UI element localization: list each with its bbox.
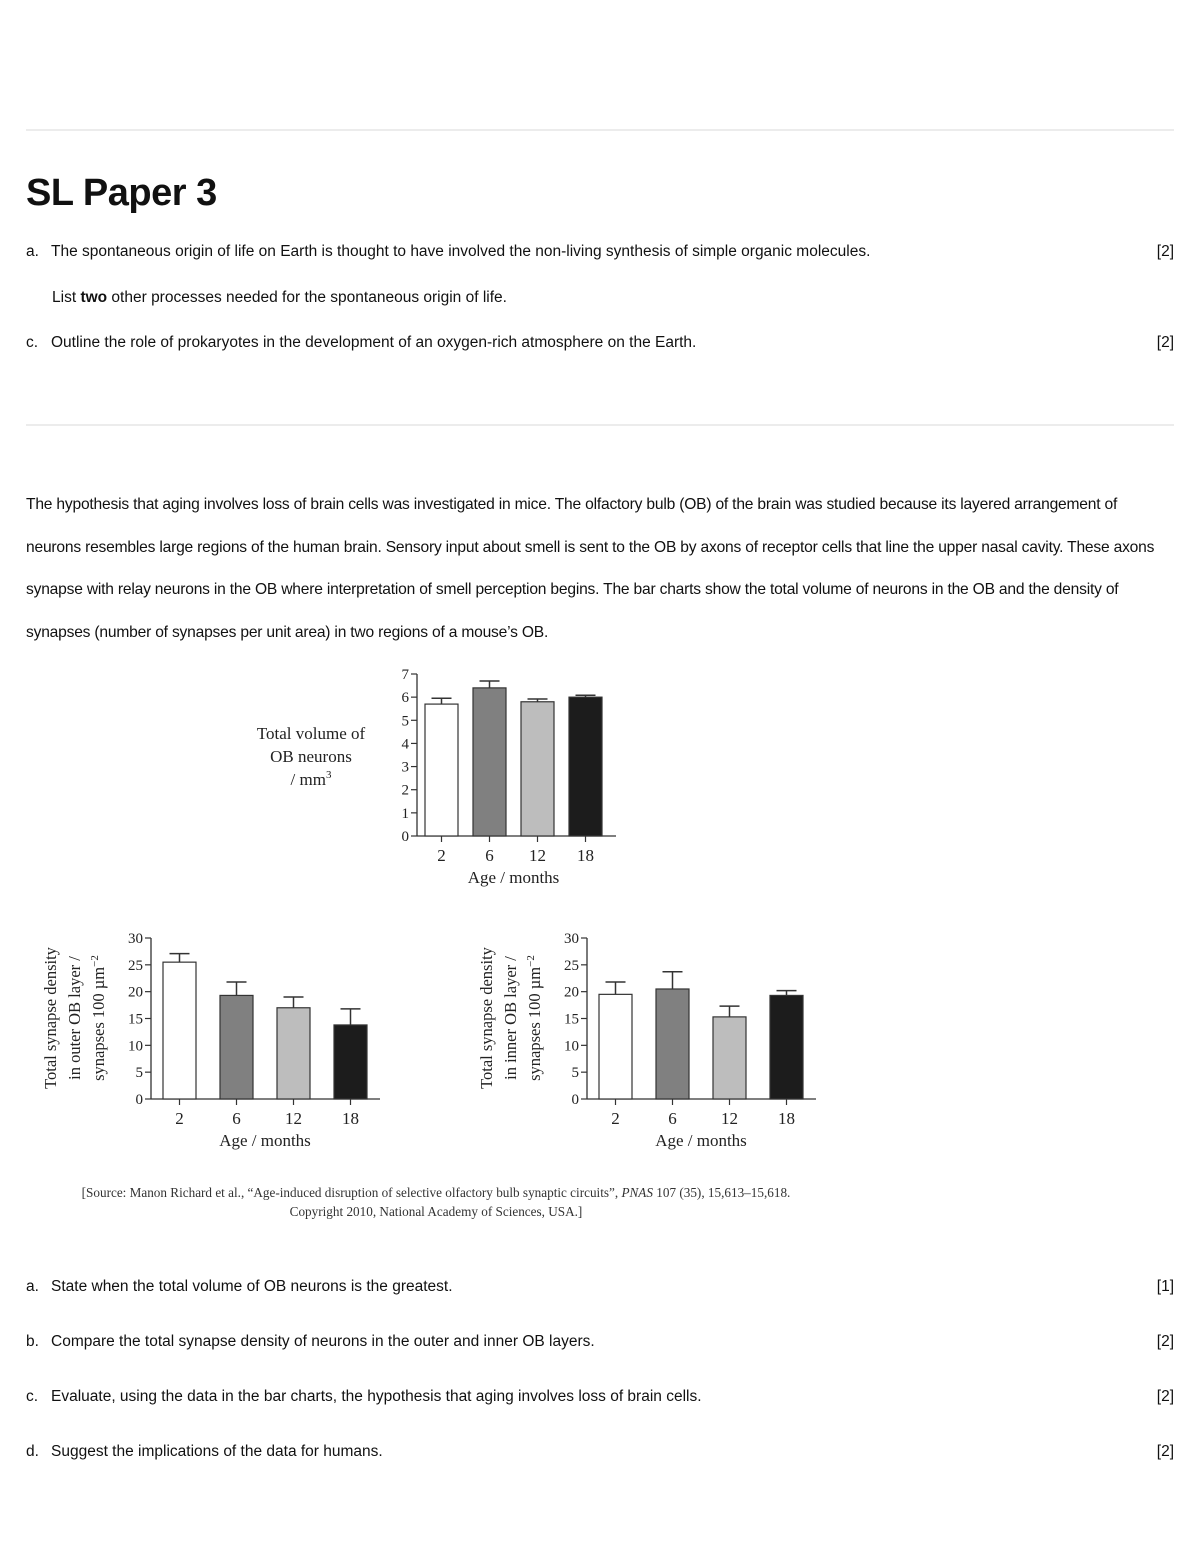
- bar: [220, 995, 253, 1099]
- y-axis-label: in inner OB layer /: [501, 956, 520, 1080]
- y-tick-label: 2: [401, 782, 409, 799]
- y-tick-label: 20: [128, 984, 143, 1001]
- bar: [425, 704, 458, 836]
- x-tick-label: 6: [232, 1109, 241, 1128]
- bar: [770, 995, 803, 1099]
- bar: [569, 697, 602, 836]
- question-marks: [1]: [1156, 1278, 1174, 1295]
- source-text: 107 (35), 15,613–15,618.: [652, 1185, 791, 1200]
- question-1c: [26, 333, 1174, 353]
- question-marks: [2]: [1156, 243, 1174, 260]
- y-tick-label: 15: [128, 1011, 143, 1028]
- y-tick-label: 0: [401, 829, 409, 845]
- x-tick-label: 12: [529, 846, 546, 865]
- question-text: Suggest the implications of the data for humans.: [51, 1443, 383, 1460]
- question-2d: [26, 1442, 1174, 1462]
- question-text: State when the total volume of OB neurons is the greatest.: [51, 1278, 453, 1295]
- question-marks: [2]: [1156, 1333, 1174, 1350]
- instruction-bold: two: [80, 289, 108, 306]
- x-tick-label: 2: [175, 1109, 184, 1128]
- intro-paragraph: The hypothesis that aging involves loss of brain cells was investigated in mice. The olfactory bulb (OB) of the brain was studied because its layered arrangement of neurons resembles large regions of the human brain. Sensory input about smell is sent to the OB by axons of receptor cells that line the upper nasal cavity. These axons synapse with relay neurons in the OB where interpretation of smell perception begins. The bar charts show the total volume of neurons in the OB and the density of synapses (number of synapses per unit area) in two regions of a mouse’s OB.: [26, 496, 1155, 641]
- question-label: b.: [26, 1333, 39, 1350]
- y-axis-label: Total volume of: [256, 724, 366, 743]
- x-tick-label: 18: [577, 846, 594, 865]
- y-tick-label: 5: [401, 713, 409, 730]
- y-tick-label: 7: [401, 667, 409, 683]
- question-1a: [26, 242, 1174, 262]
- bar: [599, 994, 632, 1099]
- x-tick-label: 6: [668, 1109, 677, 1128]
- y-tick-label: 5: [571, 1065, 579, 1082]
- y-axis-label-sup: 3: [325, 769, 332, 781]
- question-text: Compare the total synapse density of neurons in the outer and inner OB layers.: [51, 1333, 595, 1350]
- bar: [521, 702, 554, 836]
- y-tick-label: 0: [571, 1092, 579, 1108]
- y-tick-label: 10: [128, 1038, 143, 1055]
- y-axis-label: OB neurons: [270, 747, 352, 766]
- bar: [163, 962, 196, 1099]
- question-2c: [26, 1387, 1174, 1407]
- y-tick-label: 15: [564, 1011, 579, 1028]
- question-text: Outline the role of prokaryotes in the development of an oxygen-rich atmosphere on the Earth.: [51, 334, 697, 351]
- question-marks: [2]: [1156, 334, 1174, 351]
- question-text: Evaluate, using the data in the bar charts, the hypothesis that aging involves loss of brain cells.: [51, 1388, 702, 1405]
- y-tick-label: 0: [135, 1092, 143, 1108]
- y-axis-label: Total synapse density: [477, 947, 496, 1089]
- y-axis-label-sup: −2: [89, 955, 101, 967]
- y-tick-label: 4: [401, 736, 409, 753]
- y-tick-label: 6: [401, 690, 409, 707]
- x-axis-label: Age / months: [219, 1131, 311, 1150]
- y-tick-label: 10: [564, 1038, 579, 1055]
- bar: [277, 1008, 310, 1099]
- source-copyright: Copyright 2010, National Academy of Sciences, USA.]: [289, 1204, 583, 1219]
- y-tick-label: 30: [564, 931, 579, 947]
- question-label: c.: [26, 1388, 39, 1405]
- x-tick-label: 12: [285, 1109, 302, 1128]
- question-marks: [2]: [1156, 1443, 1174, 1460]
- source-citation: [26, 1183, 846, 1221]
- source-text: [Source: Manon Richard et al., “Age-induced disruption of selective olfactory bulb synaptic circuits”,: [81, 1185, 622, 1200]
- y-axis-label: synapses 100 µm$^{-2}$: [89, 955, 108, 1081]
- x-tick-label: 18: [778, 1109, 795, 1128]
- question-label: d.: [26, 1443, 39, 1460]
- instruction-text: other processes needed for the spontaneous origin of life.: [107, 289, 507, 306]
- bar: [334, 1025, 367, 1099]
- question-2b: [26, 1332, 1174, 1352]
- y-axis-label: synapses 100 µm$^{-2}$: [525, 955, 544, 1081]
- question-text: The spontaneous origin of life on Earth is thought to have involved the non-living synthesis of simple organic molecules.: [51, 243, 871, 260]
- x-tick-label: 2: [611, 1109, 620, 1128]
- question-marks: [2]: [1156, 1388, 1174, 1405]
- y-tick-label: 25: [128, 957, 143, 974]
- y-tick-label: 30: [128, 931, 143, 947]
- x-tick-label: 18: [342, 1109, 359, 1128]
- question-2a: [26, 1277, 1174, 1297]
- y-tick-label: 3: [401, 759, 409, 776]
- source-journal: PNAS: [621, 1185, 653, 1200]
- x-tick-label: 2: [437, 846, 446, 865]
- bar: [713, 1017, 746, 1099]
- question-label: c.: [26, 334, 39, 351]
- section-divider: [26, 424, 1174, 426]
- question-label: a.: [26, 1278, 39, 1295]
- y-axis-label: / $mm^3$: [290, 769, 332, 789]
- x-tick-label: 12: [721, 1109, 738, 1128]
- y-tick-label: 20: [564, 984, 579, 1001]
- bar: [656, 989, 689, 1099]
- y-axis-label: in outer OB layer /: [65, 956, 84, 1080]
- y-axis-label-sup: −2: [525, 955, 537, 967]
- x-axis-label: Age / months: [467, 868, 560, 887]
- question-label: a.: [26, 243, 39, 260]
- instruction-text: List: [52, 289, 81, 306]
- y-tick-label: 5: [135, 1065, 143, 1082]
- y-tick-label: 25: [564, 957, 579, 974]
- y-axis-label: Total synapse density: [41, 947, 60, 1089]
- question-1a-instruction: [52, 288, 507, 308]
- x-tick-label: 6: [485, 846, 494, 865]
- x-axis-label: Age / months: [655, 1131, 747, 1150]
- bar: [473, 688, 506, 836]
- y-tick-label: 1: [401, 805, 409, 822]
- page-title: SL Paper 3: [26, 172, 217, 214]
- top-divider: [26, 129, 1174, 131]
